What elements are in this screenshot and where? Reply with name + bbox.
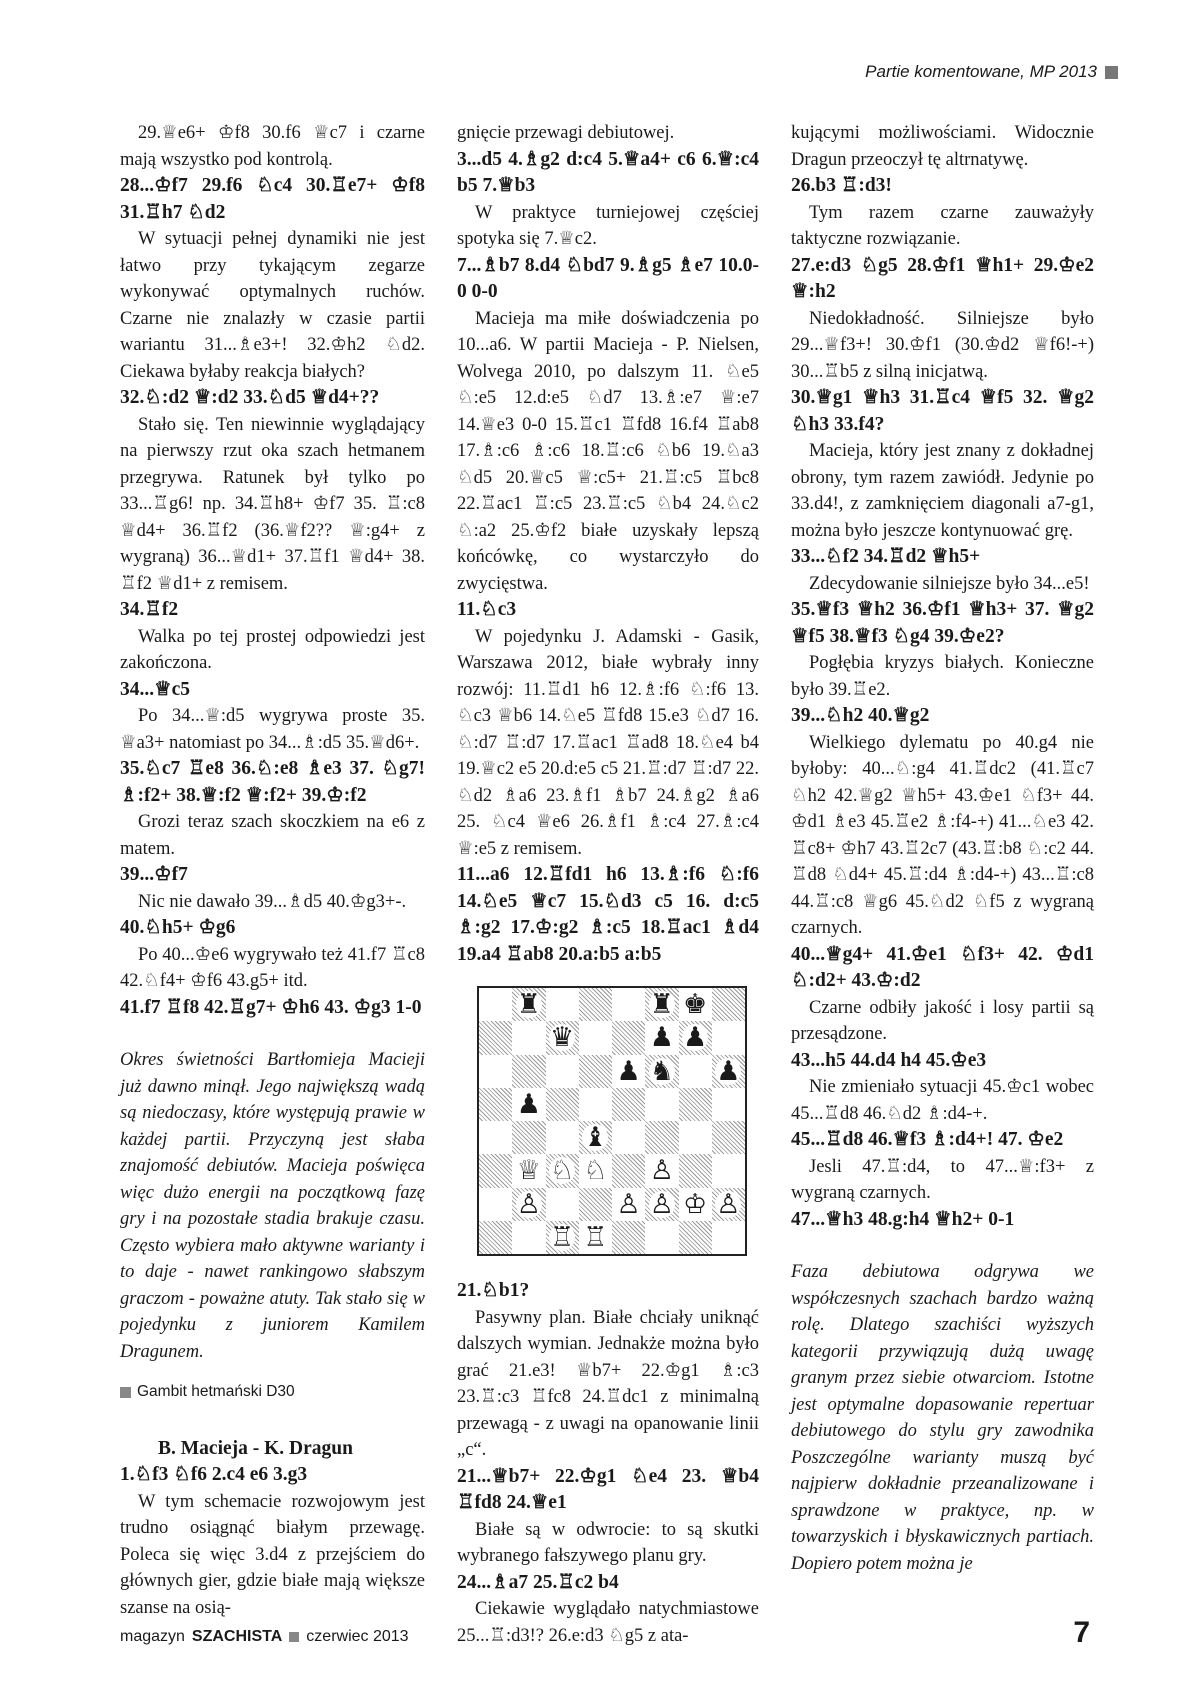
commentary: Zdecydowanie silniejsze było 34...e5! [809,573,1090,594]
commentary: Białe są w odwrocie: to są skutki wybranego fałszywego planu gry. [457,1519,759,1566]
commentary: W pojedynku J. Adamski - Gasik, Warszawa 2012, białe wybrały inny rozwój: 11.♖d1 h6 12.♗:f6 ♘:f6 13. ♘c3 ♕b6 14.♘e5 ♖fd8 15.e3 ♘d7 16. ♘:d7 ♖:d7 17.♖ac1 ♖ad8 18.♘e4 b4 19.♕c2 e5 20.d:e5 c5 21.♖:d7 ♖:d7 22. ♘d2 ♗a6 23.♗f1 ♗b7 24.♗g2 ♗a6 25. ♘c4 ♕e6 26.♗f1 ♗:c4 27.♗:c4 ♕:e5 z remisem. [457,626,759,859]
editorial-note: Okres świetności Bartłomieja Macieji już dawno minął. Jego największą wadą są niedoczasy, które występują prawie w każdej partii. Przyczyną jest słaba znajomość debiutów. Macieja poświęca więc dużo energii na początkową fazę gry i na pozostałe stadia brakuje czasu. Często wybiera mało aktywne warianty i to daje - nawet rankingowo słabszym graczom - poważne atuty. Tak stało się w pojedynku z juniorem Kamilem Dragunem. [120,1050,425,1362]
black-piece-icon: ♚ [683,989,708,1021]
board-square [512,1188,545,1221]
header-square-icon [1105,66,1118,79]
move-line: 32.♘:d2 ♕:d2 33.♘d5 ♕d4+?? [120,387,380,408]
board-square [546,1088,579,1121]
board-square [546,1188,579,1221]
white-piece-icon: ♙ [516,1188,541,1220]
game-players: B. Macieja - K. Dragun [158,1437,353,1459]
white-piece-icon: ♙ [649,1155,674,1187]
board-square [479,1088,512,1121]
black-piece-icon: ♟ [516,1088,541,1120]
commentary: kującymi możliwościami. Widocznie Dragun przeoczył tę altrnatywę. [791,123,1094,170]
move-line: 39...♘h2 40.♕g2 [791,705,930,726]
board-square [645,1121,678,1154]
column-3 [791,120,1094,1577]
column-2-body [457,120,759,968]
running-header [865,62,1118,82]
board-square [579,1088,612,1121]
black-piece-icon: ♞ [649,1055,674,1087]
board-square [579,1154,612,1187]
board-square [479,1121,512,1154]
board-square [512,1154,545,1187]
board-square [512,988,545,1021]
move-line: 21.♘b1? [457,1280,530,1301]
move-line: 26.b3 ♖:d3! [791,175,892,196]
board-square [679,1154,712,1187]
move-line: 11...a6 12.♖fd1 h6 13.♗:f6 ♘:f6 14.♘e5 ♕c7 15.♘d3 c5 16. d:c5 ♗:g2 17.♔:g2 ♗:c5 18.♖ac1 ♗d4 19.a4 ♖ab8 20.a:b5 a:b5 [457,864,759,965]
move-line: 24...♗a7 25.♖c2 b4 [457,1571,619,1593]
board-square [679,1088,712,1121]
footer-magazine: magazyn [120,1628,185,1645]
section-square-icon [120,1387,131,1398]
board-square [546,1221,579,1254]
move-line: 27.e:d3 ♘g5 28.♔f1 ♕h1+ 29.♔e2 ♕:h2 [791,254,1094,302]
move-line: 47...♕h3 48.g:h4 ♕h2+ 0-1 [791,1208,1015,1230]
commentary: W sytuacji pełnej dynamiki nie jest łatwo przy tykającym zegarze wykonywać optymalnych ruchów. Czarne nie znalazły w czasie partii wariantu 31...♗e3+! 32.♔h2 ♘d2. Ciekawa byłaby reakcja białych? [120,229,425,382]
board-square [679,1121,712,1154]
board-square [645,1021,678,1054]
black-piece-icon: ♜ [649,989,674,1021]
white-piece-icon: ♙ [716,1188,741,1220]
section-title: Gambit hetmański D30 [137,1383,295,1400]
board-square [612,1055,645,1088]
board-square [579,1221,612,1254]
board-square [645,1221,678,1254]
commentary: Wielkiego dylematu po 40.g4 nie byłoby: 40...♘:g4 41.♖dc2 (41.♖c7 ♘h2 42.♕g2 ♕h5+ 43.♔e1 ♘f3+ 44. ♔d1 ♗e3 45.♖e2 ♗:f4-+) 41...♘e3 42. ♖c8+ ♔h7 43.♖2c7 (43.♖:b8 ♘:c2 44. ♖d8 ♘d4+ 45.♖:d4 ♗:d4-+) 43...♖:c8 44.♖:c8 ♕g6 45.♘d2 ♘f5 z wygraną czarnych. [791,732,1094,938]
move-line: 33...♘f2 34.♖d2 ♕h5+ [791,546,981,567]
commentary: Po 40...♔e6 wygrywało też 41.f7 ♖c8 42.♘f4+ ♔f6 43.g5+ itd. [120,944,425,991]
commentary: Macieja, który jest znany z dokładnej obrony, tym razem zawiódł. Jedynie po 33.d4!, z zamknięciem diagonali a7-g1, można było jeszcze kontynuować grę. [791,441,1094,541]
move-line: 28...♔f7 29.f6 ♘c4 30.♖e7+ ♔f8 31.♖h7 ♘d2 [120,175,425,223]
spacer [120,1021,425,1047]
move-line: 7...♗b7 8.d4 ♘bd7 9.♗g5 ♗e7 10.0-0 0-0 [457,254,759,302]
column-1 [120,120,425,1621]
white-piece-icon: ♖ [583,1221,608,1253]
board-square [612,1021,645,1054]
page-footer [120,1628,409,1646]
commentary: gnięcie przewagi debiutowej. [457,123,675,143]
board-square [645,1055,678,1088]
white-piece-icon: ♕ [516,1155,541,1187]
column-2-continued [457,1278,759,1649]
commentary: Pasywny plan. Białe chciały uniknąć dalszych wymian. Jednakże można było grać 21.e3! ♕b7+ 22.♔g1 ♗:c3 23.♖:c3 ♖fc8 24.♖dc1 z minimalną przewagą - z uwagi na opanowanie linii „c“. [457,1307,759,1460]
board-square [712,1121,745,1154]
board-square [679,1221,712,1254]
white-piece-icon: ♙ [649,1188,674,1220]
move-line: 30.♕g1 ♕h3 31.♖c4 ♕f5 32. ♕g2 ♘h3 33.f4? [791,387,1094,435]
board-square [546,1154,579,1187]
move-line: 35.♘c7 ♖e8 36.♘:e8 ♗e3 37. ♘g7! ♗:f2+ 38.♕:f2 ♕:f2+ 39.♔:f2 [120,758,425,806]
board-square [479,988,512,1021]
commentary: Nie zmieniało sytuacji 45.♔c1 wobec 45...♖d8 46.♘d2 ♗:d4-+. [791,1077,1094,1124]
board-square [679,1188,712,1221]
move-line: 34.♖f2 [120,599,179,620]
commentary: Macieja ma miłe doświadczenia po 10...a6. W partii Macieja - P. Nielsen, Wolvega 2010, po dalszym 11. ♘e5 ♘:e5 12.d:e5 ♘d7 13.♗:e7 ♕:e7 14.♕e3 0-0 15.♖c1 ♖fd8 16.f4 ♖ab8 17.♗:c6 ♗:c6 18.♖:c6 ♘b6 19.♘a3 ♘d5 20.♕c5 ♕:c5+ 21.♖:c5 ♖bc8 22.♖ac1 ♖:c5 23.♖:c5 ♘b4 24.♘c2 ♘:a2 25.♔f2 białe uzyskały lepszą końcówkę, co wystarczyło do zwycięstwa. [457,308,759,594]
black-piece-icon: ♟ [649,1022,674,1054]
board-square [579,1121,612,1154]
black-piece-icon: ♜ [516,989,541,1021]
board-square [712,1055,745,1088]
page-number: 7 [1073,1616,1090,1649]
board-square [546,1055,579,1088]
board-square [612,988,645,1021]
footer-square-icon [289,1632,299,1642]
move-line: 11.♘c3 [457,599,517,620]
board-square [645,1188,678,1221]
commentary: W tym schemacie rozwojowym jest trudno osiągnąć białym przewagę. Poleca się więc 3.d4 z przejściem do głównych gier, gdzie białe mają większe szanse na osią- [120,1491,425,1618]
board-square [579,1021,612,1054]
move-line: 1.♘f3 ♘f6 2.c4 e6 3.g3 [120,1464,308,1485]
white-piece-icon: ♘ [583,1155,608,1187]
board-square [479,1055,512,1088]
board-square [479,1188,512,1221]
board-square [512,1121,545,1154]
commentary: Pogłębia kryzys białych. Konieczne było 39.♖e2. [791,653,1094,700]
board-square [612,1221,645,1254]
black-piece-icon: ♟ [716,1055,741,1087]
column-1-continued [120,1462,425,1621]
commentary: Nic nie dawało 39...♗d5 40.♔g3+-. [138,891,407,912]
board-square [612,1188,645,1221]
move-line: 43...h5 44.d4 h4 45.♔e3 [791,1049,987,1071]
black-piece-icon: ♛ [550,1022,575,1054]
move-line: 40.♘h5+ ♔g6 [120,917,236,938]
board-square [712,988,745,1021]
move-line: 39...♔f7 [120,864,188,885]
commentary: Czarne odbiły jakość i losy partii są przesądzone. [791,997,1094,1044]
move-line: 40...♕g4+ 41.♔e1 ♘f3+ 42. ♔d1 ♘:d2+ 43.♔:d2 [791,943,1094,991]
board-square [479,1021,512,1054]
board-square [679,1021,712,1054]
white-piece-icon: ♘ [550,1155,575,1187]
board-square [512,1088,545,1121]
section-heading [120,1379,425,1406]
board-square [679,1055,712,1088]
white-piece-icon: ♔ [683,1188,708,1220]
board-square [645,1154,678,1187]
move-line: 41.f7 ♖f8 42.♖g7+ ♔h6 43. ♔g3 1-0 [120,996,422,1018]
board-square [546,1021,579,1054]
move-line: 34...♕c5 [120,678,191,700]
move-line: 35.♕f3 ♕h2 36.♔f1 ♕h3+ 37. ♕g2 ♕f5 38.♕f3 ♘g4 39.♔e2? [791,599,1094,647]
board-square [712,1088,745,1121]
move-line: 45...♖d8 46.♕f3 ♗:d4+! 47. ♔e2 [791,1129,1064,1150]
black-piece-icon: ♟ [616,1055,641,1087]
column-2 [457,120,759,1649]
board-square [712,1154,745,1187]
board-square [512,1021,545,1054]
commentary: Walka po tej prostej odpowiedzi jest zakończona. [120,626,425,673]
commentary: Jesli 47.♖:d4, to 47...♕:f3+ z wygraną czarnych. [791,1156,1094,1203]
chess-diagram [477,986,747,1256]
black-piece-icon: ♟ [683,1022,708,1054]
board-square [512,1221,545,1254]
editorial-note: Faza debiutowa odgrywa we współczesnych szachach bardzo ważną rolę. Dlatego szachiści wyższych kategorii przywiązują dużą uwagę granym przez siebie otwarciom. Istotne jest optymalne dopasowanie repertuar debiutowego do stylu gry zawodnika Poszczególne warianty muszą być najpierw dokładnie przeanalizowane i sprawdzone w praktyce, np. w towarzyskich i błyskawicznych partiach. Dopiero potem można je [791,1262,1094,1574]
board-square [579,1188,612,1221]
board-square [612,1154,645,1187]
commentary: Niedokładność. Silniejsze było 29...♕f3+! 30.♔f1 (30.♔d2 ♕f6!-+) 30...♖b5 z silną inicjatwą. [791,308,1094,382]
board-square [645,988,678,1021]
black-piece-icon: ♝ [583,1122,608,1154]
spacer [791,1233,1094,1259]
board-square [546,988,579,1021]
board-square [712,1021,745,1054]
commentary: W praktyce turniejowej częściej spotyka się 7.♕c2. [457,202,759,249]
white-piece-icon: ♖ [550,1221,575,1253]
column-3-body [791,120,1094,1577]
board-square [479,1154,512,1187]
column-1-body [120,120,425,1365]
commentary: Tym razem czarne zauważyły taktyczne rozwiązanie. [791,202,1094,249]
footer-date: czerwiec 2013 [306,1628,409,1645]
commentary: Stało się. Ten niewinnie wyglądający na pierwszy rzut oka szach hetmanem przegrywa. Ratunek był tylko po 33...♖g6! np. 34.♖h8+ ♔f7 35. ♖:c8 ♕d4+ 36.♖f2 (36.♕f2?? ♕:g4+ z wygraną) 36...♕d1+ 37.♖f1 ♕d4+ 38. ♖f2 ♕d1+ z remisem. [120,414,425,594]
board-square [612,1088,645,1121]
board-square [712,1188,745,1221]
board-square [579,988,612,1021]
board-square [612,1121,645,1154]
board-square [645,1088,678,1121]
board-square [712,1221,745,1254]
board-square [512,1055,545,1088]
commentary: Ciekawie wyglądało natychmiastowe 25...♖:d3!? 26.e:d3 ♘g5 z ata- [457,1599,759,1646]
white-piece-icon: ♙ [616,1188,641,1220]
board-square [546,1121,579,1154]
move-line: 3...d5 4.♗g2 d:c4 5.♕a4+ c6 6.♕:c4 b5 7.♕b3 [457,148,759,196]
commentary: 29.♕e6+ ♔f8 30.f6 ♕c7 i czarne mają wszystko pod kontrolą. [120,123,425,170]
commentary: Po 34...♕:d5 wygrywa proste 35. ♕a3+ natomiast po 34...♗:d5 35.♕d6+. [120,706,425,753]
footer-brand: SZACHISTA [191,1628,283,1645]
board-square [579,1055,612,1088]
move-line: 21...♕b7+ 22.♔g1 ♘e4 23. ♕b4 ♖fd8 24.♕e1 [457,1465,759,1513]
commentary: Grozi teraz szach skoczkiem na e6 z matem. [120,812,425,859]
board-square [479,1221,512,1254]
header-title: Partie komentowane, MP 2013 [865,62,1097,81]
board-square [679,988,712,1021]
